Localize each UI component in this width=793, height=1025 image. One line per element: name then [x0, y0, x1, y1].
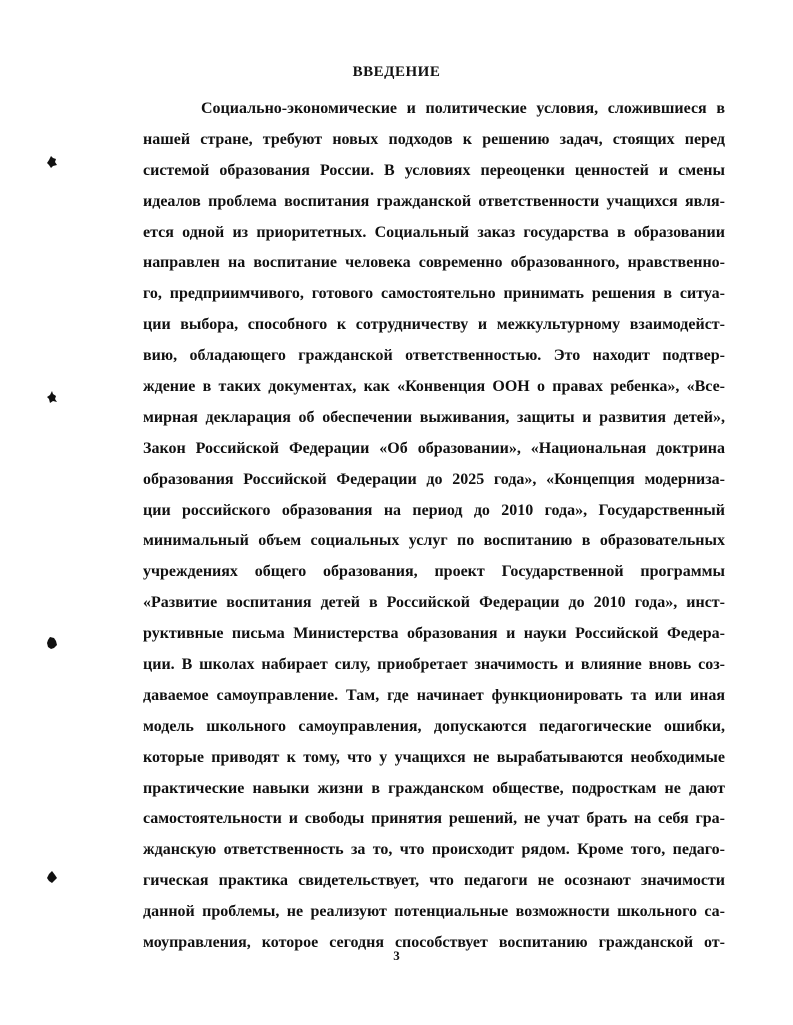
text-line: которые приводят к тому, что у учащихся не вырабатываются необходимые — [143, 748, 725, 766]
text-line: системой образования России. В условиях переоценки ценностей и смены — [143, 161, 725, 179]
document-title: ВВЕДЕНИЕ — [352, 64, 441, 80]
text-line: образования Российской Федерации до 2025 года», «Концепция модерниза- — [143, 470, 725, 488]
text-line: Закон Российской Федерации «Об образовании», «Национальная доктрина — [143, 439, 725, 457]
text-line: самостоятельности и свободы принятия решений, не учат брать на себя гра- — [143, 810, 725, 828]
punch-hole-mark — [46, 870, 58, 884]
text-line: Социально-экономические и политические условия, сложившиеся в — [201, 100, 725, 117]
text-line: «Развитие воспитания детей в Российской Федерации до 2010 года», инст- — [143, 594, 725, 612]
text-line: минимальный объем социальных услуг по воспитанию в образовательных — [143, 532, 725, 550]
text-line: идеалов проблема воспитания гражданской ответственности учащихся явля- — [143, 192, 725, 210]
punch-hole-mark — [46, 636, 58, 650]
text-line: руктивные письма Министерства образования и науки Российской Федера- — [143, 625, 725, 643]
text-line: ждение в таких документах, как «Конвенция ООН о правах ребенка», «Все- — [143, 378, 725, 396]
text-line: практические навыки жизни в гражданском обществе, подросткам не дают — [143, 779, 725, 797]
text-line: ется одной из приоритетных. Социальный заказ государства в образовании — [143, 223, 725, 241]
text-line: данной проблемы, не реализуют потенциальные возможности школьного са- — [143, 903, 725, 921]
text-line: нашей стране, требуют новых подходов к решению задач, стоящих перед — [143, 130, 725, 148]
punch-hole-mark — [46, 155, 58, 169]
text-line: моуправления, которое сегодня способствует воспитанию гражданской от- — [143, 934, 725, 952]
text-line: модель школьного самоуправления, допускаются педагогические ошибки, — [143, 717, 725, 735]
text-line: ции. В школах набирает силу, приобретает значимость и влияние вновь соз- — [143, 656, 725, 674]
text-line: го, предприимчивого, готового самостоятельно принимать решения в ситуа- — [143, 285, 725, 303]
body-paragraph — [143, 94, 725, 959]
text-line: жданскую ответственность за то, что происходит рядом. Кроме того, педаго- — [143, 841, 725, 859]
text-line: ции выбора, способного к сотрудничеству и межкультурному взаимодейст- — [143, 316, 725, 334]
text-line: ции российского образования на период до 2010 года», Государственный — [143, 501, 725, 519]
text-line: учреждениях общего образования, проект Государственной программы — [143, 563, 725, 581]
page-number: 3 — [393, 948, 400, 963]
text-line: даваемое самоуправление. Там, где начинает функционировать та или иная — [143, 686, 725, 704]
punch-hole-mark — [46, 390, 58, 404]
text-line: вию, обладающего гражданской ответственностью. Это находит подтвер- — [143, 347, 725, 365]
text-line: направлен на воспитание человека современно образованного, нравственно- — [143, 254, 725, 272]
text-line: мирная декларация об обеспечении выживания, защиты и развития детей», — [143, 408, 725, 426]
text-line: гическая практика свидетельствует, что педагоги не осознают значимости — [143, 872, 725, 890]
